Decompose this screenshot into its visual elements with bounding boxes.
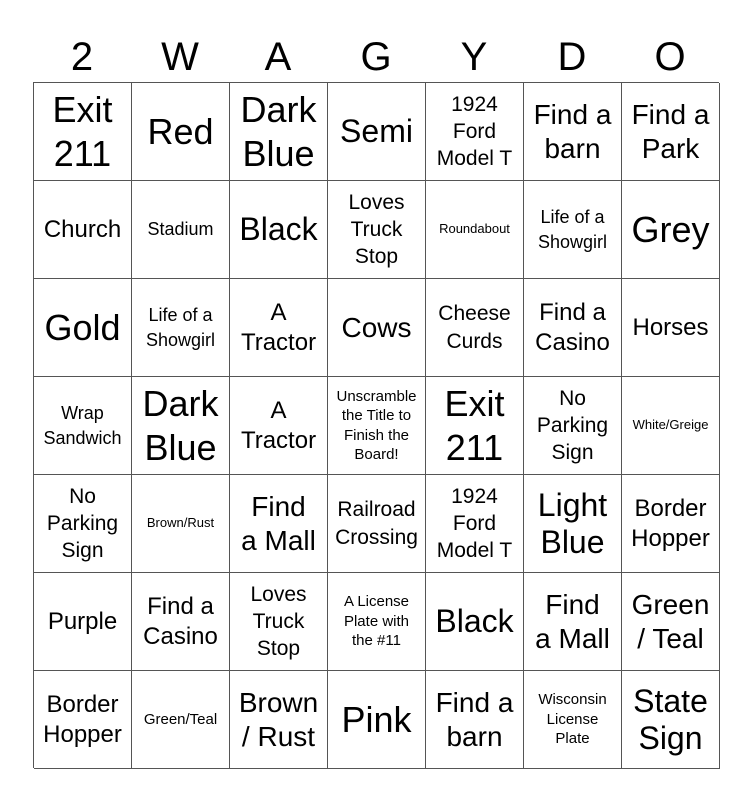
bingo-board bbox=[33, 82, 719, 768]
bingo-cell[interactable] bbox=[34, 573, 132, 671]
cell-text: Pink bbox=[341, 698, 412, 740]
cell-text: Life of a Showgirl bbox=[145, 305, 216, 350]
cell-text: Stadium bbox=[147, 219, 214, 240]
header-letter: 2 bbox=[70, 35, 94, 79]
cell-text: A Tractor bbox=[240, 396, 317, 454]
bingo-cell[interactable] bbox=[426, 279, 524, 377]
header-letter: G bbox=[360, 35, 392, 79]
cell-text: Black bbox=[435, 603, 514, 640]
cell-text: Black bbox=[239, 211, 318, 248]
bingo-cell[interactable] bbox=[524, 475, 622, 573]
bingo-cell[interactable] bbox=[426, 671, 524, 769]
header-letter: O bbox=[654, 35, 686, 79]
bingo-cell[interactable] bbox=[426, 83, 524, 181]
cell-text: Find a barn bbox=[435, 686, 514, 752]
bingo-cell[interactable] bbox=[328, 475, 426, 573]
cell-text: A License Plate with the #11 bbox=[343, 593, 410, 650]
header-letter: D bbox=[557, 35, 587, 79]
cell-text: Grey bbox=[631, 208, 710, 250]
bingo-cell[interactable] bbox=[328, 83, 426, 181]
cell-text: No Parking Sign bbox=[46, 484, 119, 563]
bingo-cell[interactable] bbox=[622, 181, 720, 279]
cell-text: Find a Mall bbox=[241, 490, 316, 556]
bingo-cell[interactable] bbox=[230, 181, 328, 279]
header-letter: A bbox=[264, 35, 292, 79]
bingo-cell[interactable] bbox=[132, 573, 230, 671]
bingo-cell[interactable] bbox=[622, 475, 720, 573]
bingo-cell[interactable] bbox=[524, 83, 622, 181]
cell-text: Dark Blue bbox=[240, 89, 317, 174]
bingo-cell[interactable] bbox=[328, 671, 426, 769]
bingo-cell[interactable] bbox=[34, 83, 132, 181]
header-letter: W bbox=[161, 35, 199, 79]
bingo-cell[interactable] bbox=[34, 279, 132, 377]
cell-text: Red bbox=[147, 110, 214, 152]
cell-text: Cows bbox=[341, 311, 412, 343]
bingo-cell[interactable] bbox=[622, 377, 720, 475]
cell-text: Exit 211 bbox=[52, 89, 113, 174]
bingo-cell[interactable] bbox=[622, 279, 720, 377]
cell-text: Loves Truck Stop bbox=[250, 582, 307, 661]
bingo-cell[interactable] bbox=[524, 279, 622, 377]
bingo-cell[interactable] bbox=[230, 83, 328, 181]
cell-text: Purple bbox=[47, 607, 118, 635]
cell-text: Gold bbox=[44, 306, 121, 348]
bingo-cell[interactable] bbox=[622, 83, 720, 181]
cell-text: Brown/Rust bbox=[146, 515, 215, 531]
cell-text: Find a Casino bbox=[143, 592, 218, 650]
bingo-cell[interactable] bbox=[132, 377, 230, 475]
bingo-cell[interactable] bbox=[230, 279, 328, 377]
cell-text: Cheese Curds bbox=[438, 302, 511, 353]
bingo-cell[interactable] bbox=[524, 671, 622, 769]
cell-text: Green/Teal bbox=[143, 710, 218, 728]
bingo-cell[interactable] bbox=[524, 181, 622, 279]
cell-text: Life of a Showgirl bbox=[537, 207, 608, 252]
cell-text: Railroad Crossing bbox=[335, 498, 418, 549]
cell-text: No Parking Sign bbox=[536, 386, 609, 465]
bingo-cell[interactable] bbox=[524, 377, 622, 475]
bingo-cell[interactable] bbox=[622, 573, 720, 671]
cell-text: Church bbox=[43, 215, 122, 243]
header-letter: Y bbox=[460, 35, 488, 79]
bingo-cell[interactable] bbox=[230, 475, 328, 573]
bingo-cell[interactable] bbox=[132, 83, 230, 181]
cell-text: Border Hopper bbox=[43, 690, 122, 748]
cell-text: A Tractor bbox=[240, 298, 317, 356]
cell-text: Brown / Rust bbox=[238, 686, 319, 752]
cell-text: 1924 Ford Model T bbox=[436, 92, 513, 171]
cell-text: State Sign bbox=[633, 682, 708, 756]
cell-text: Light Blue bbox=[537, 486, 608, 560]
bingo-cell[interactable] bbox=[426, 377, 524, 475]
bingo-cell[interactable] bbox=[132, 279, 230, 377]
bingo-cell[interactable] bbox=[132, 475, 230, 573]
cell-text: Find a Mall bbox=[535, 588, 610, 654]
bingo-cell[interactable] bbox=[426, 573, 524, 671]
bingo-cell[interactable] bbox=[132, 671, 230, 769]
bingo-cell[interactable] bbox=[328, 573, 426, 671]
cell-text: Wrap Sandwich bbox=[43, 403, 122, 448]
cell-text: Wisconsin License Plate bbox=[538, 691, 607, 748]
cell-text: Exit 211 bbox=[444, 383, 505, 468]
bingo-cell[interactable] bbox=[34, 475, 132, 573]
cell-text: Find a barn bbox=[533, 98, 612, 164]
bingo-cell[interactable] bbox=[328, 279, 426, 377]
bingo-cell[interactable] bbox=[230, 573, 328, 671]
cell-text: Loves Truck Stop bbox=[348, 190, 405, 269]
cell-text: Find a Casino bbox=[535, 298, 610, 356]
bingo-cell[interactable] bbox=[132, 181, 230, 279]
cell-text: Find a Park bbox=[631, 98, 710, 164]
bingo-cell[interactable] bbox=[328, 181, 426, 279]
cell-text: Unscramble the Title to Finish the Board! bbox=[336, 387, 417, 463]
bingo-cell[interactable] bbox=[230, 671, 328, 769]
free-space-cell[interactable] bbox=[328, 377, 426, 475]
bingo-cell[interactable] bbox=[230, 377, 328, 475]
cell-text: Border Hopper bbox=[631, 494, 710, 552]
cell-text: Semi bbox=[340, 113, 413, 150]
bingo-header bbox=[33, 32, 719, 82]
bingo-cell[interactable] bbox=[34, 377, 132, 475]
bingo-cell[interactable] bbox=[34, 181, 132, 279]
cell-text: Roundabout bbox=[439, 221, 510, 237]
cell-text: White/Greige bbox=[632, 417, 709, 433]
bingo-cell[interactable] bbox=[426, 475, 524, 573]
bingo-cell[interactable] bbox=[426, 181, 524, 279]
bingo-cell[interactable] bbox=[34, 671, 132, 769]
cell-text: Dark Blue bbox=[142, 383, 219, 468]
cell-text: Green / Teal bbox=[631, 588, 710, 654]
cell-text: 1924 Ford Model T bbox=[436, 484, 513, 563]
bingo-cell[interactable] bbox=[524, 573, 622, 671]
cell-text: Horses bbox=[632, 313, 709, 341]
bingo-cell[interactable] bbox=[622, 671, 720, 769]
